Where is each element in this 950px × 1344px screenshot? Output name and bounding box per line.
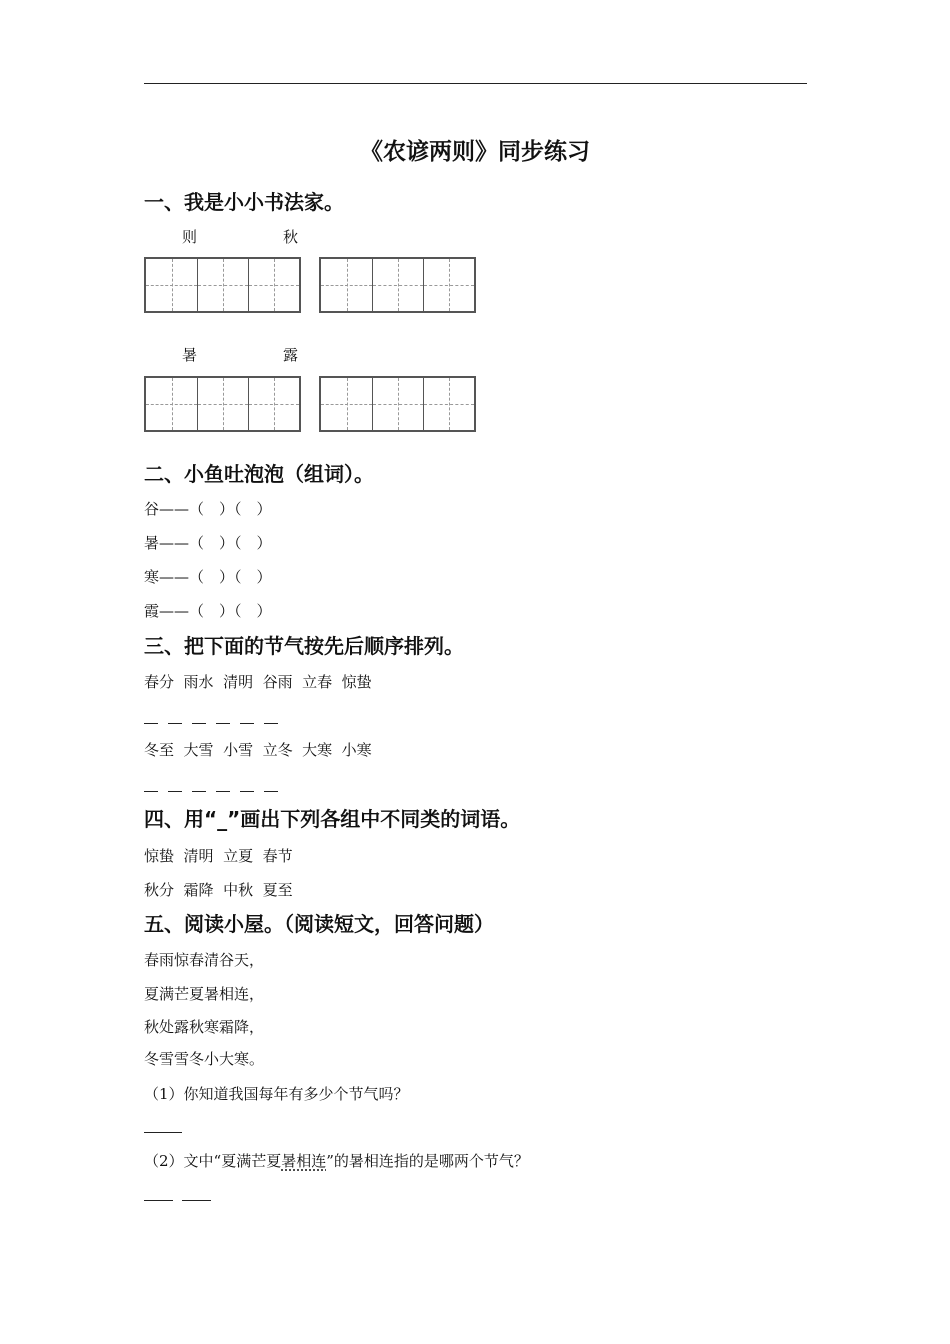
section5-heading: 五、阅读小屋。（阅读短文，回答问题） <box>144 912 494 936</box>
word-building-item[interactable]: 寒——（ ）（ ） <box>144 568 272 586</box>
grid-cell[interactable] <box>423 259 474 311</box>
grid-cell[interactable] <box>248 259 299 311</box>
marked-phrase: 暑相连 <box>281 1152 327 1170</box>
header-rule <box>144 83 807 84</box>
grid-cell[interactable] <box>372 259 423 311</box>
word-building-item[interactable]: 谷——（ ）（ ） <box>144 500 272 518</box>
answer-blanks[interactable] <box>144 709 288 728</box>
section1-heading: 一、我是小小书法家。 <box>144 190 344 214</box>
question-1: （1）你知道我国每年有多少个节气吗？ <box>144 1085 409 1103</box>
writing-grid[interactable] <box>144 257 301 313</box>
char-label: 秋 <box>283 228 299 246</box>
grid-cell[interactable] <box>321 378 372 430</box>
writing-grid[interactable] <box>319 257 476 313</box>
solar-terms-group: 春分 雨水 清明 谷雨 立春 惊蛰 <box>144 673 372 691</box>
section2-heading: 二、小鱼吐泡泡（组词）。 <box>144 462 374 486</box>
poem-line: 秋处露秋寒霜降， <box>144 1018 265 1036</box>
poem-line: 冬雪雪冬小大寒。 <box>144 1050 265 1068</box>
word-group[interactable]: 秋分 霜降 中秋 夏至 <box>144 881 293 899</box>
grid-cell[interactable] <box>146 259 197 311</box>
char-label: 暑 <box>182 346 198 364</box>
poem-line: 春雨惊春清谷天， <box>144 951 265 969</box>
solar-terms-group: 冬至 大雪 小雪 立冬 大寒 小寒 <box>144 741 372 759</box>
writing-grid[interactable] <box>144 376 301 432</box>
question-2 <box>144 1150 529 1171</box>
question-2-prefix: （2）文中“夏满芒夏 <box>144 1152 282 1170</box>
grid-cell[interactable] <box>248 378 299 430</box>
writing-grid[interactable] <box>319 376 476 432</box>
grid-cell[interactable] <box>146 378 197 430</box>
page-title: 《农谚两则》同步练习 <box>360 139 590 165</box>
section4-heading: 四、用“_”画出下列各组中不同类的词语。 <box>144 807 521 831</box>
word-building-item[interactable]: 霞——（ ）（ ） <box>144 602 272 620</box>
char-label: 露 <box>283 346 299 364</box>
word-group[interactable]: 惊蛰 清明 立夏 春节 <box>144 847 293 865</box>
grid-cell[interactable] <box>197 259 248 311</box>
grid-cell[interactable] <box>321 259 372 311</box>
answer-line[interactable] <box>144 1132 182 1133</box>
grid-cell[interactable] <box>197 378 248 430</box>
word-building-item[interactable]: 暑——（ ）（ ） <box>144 534 272 552</box>
grid-cell[interactable] <box>423 378 474 430</box>
poem-line: 夏满芒夏暑相连， <box>144 985 265 1003</box>
answer-blanks[interactable] <box>144 777 288 796</box>
grid-cell[interactable] <box>372 378 423 430</box>
answer-line[interactable] <box>182 1200 211 1201</box>
section3-heading: 三、把下面的节气按先后顺序排列。 <box>144 634 464 658</box>
answer-line[interactable] <box>144 1200 173 1201</box>
char-label: 则 <box>182 228 198 246</box>
question-2-suffix: ”的暑相连指的是哪两个节气？ <box>326 1152 529 1170</box>
